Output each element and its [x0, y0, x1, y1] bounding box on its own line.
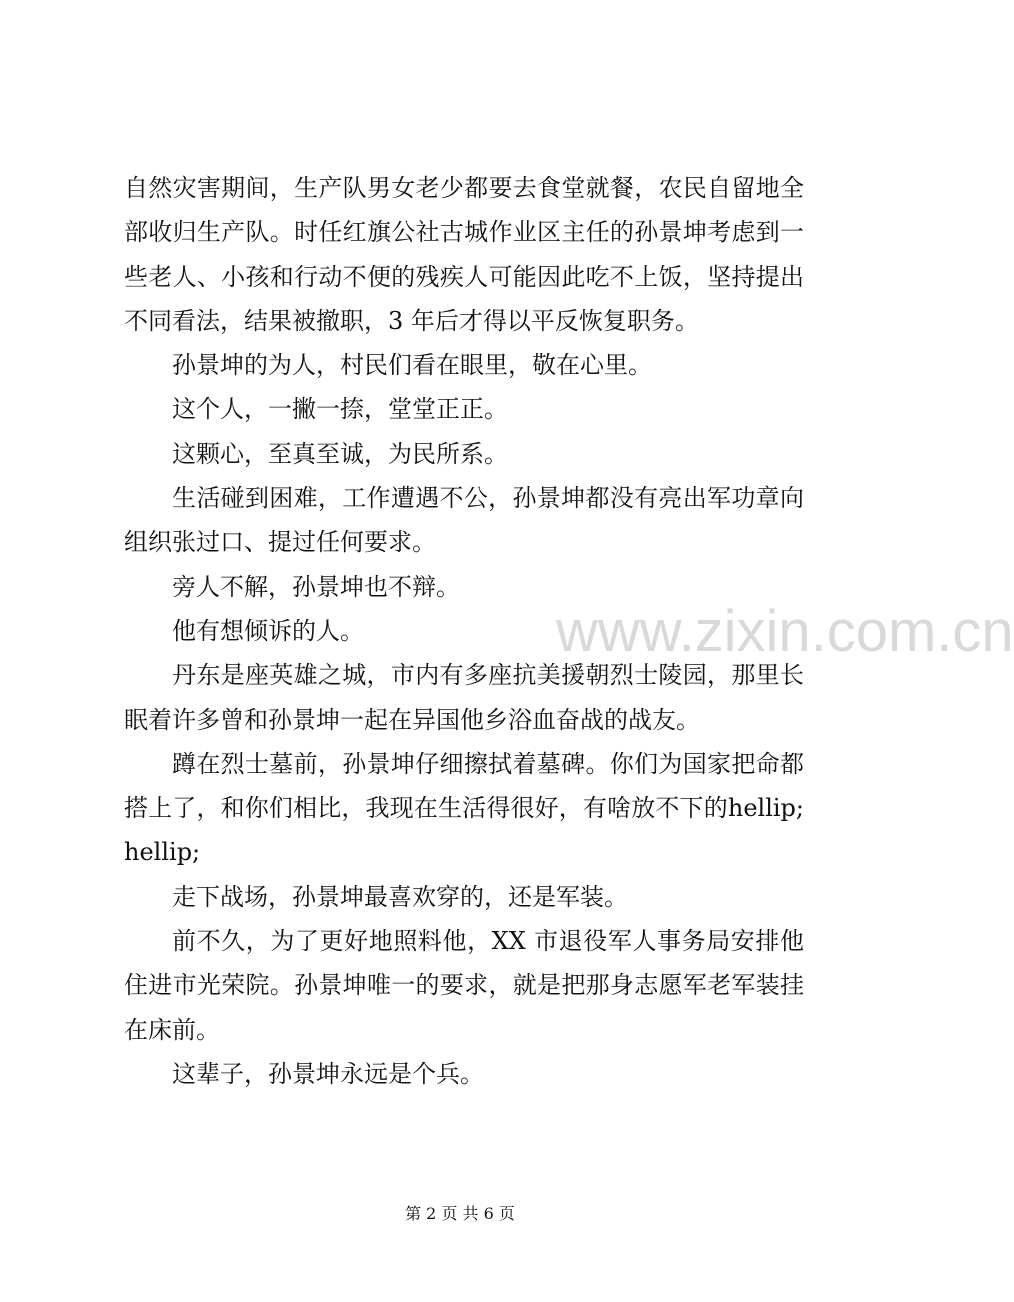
document-body [124, 166, 804, 1096]
paragraph: 生活碰到困难，工作遭遇不公，孙景坤都没有亮出军功章向组织张过口、提过任何要求。 [124, 484, 804, 557]
paragraph: 旁人不解，孙景坤也不辩。 [172, 572, 460, 601]
paragraph: 丹东是座英雄之城，市内有多座抗美援朝烈士陵园，那里长眠着许多曾和孙景坤一起在异国他乡浴血奋战的战友。 [124, 661, 804, 734]
paragraph: 孙景坤的为人，村民们看在眼里，敬在心里。 [172, 351, 652, 380]
paragraph: 这个人，一撇一捺，堂堂正正。 [172, 395, 508, 424]
paragraph: 他有想倾诉的人。 [172, 616, 364, 645]
paragraph: 走下战场，孙景坤最喜欢穿的，还是军装。 [172, 882, 628, 911]
page-footer: 第 2 页 共 6 页 [405, 1204, 515, 1223]
watermark-text: www.zixin.com.cn [556, 599, 1014, 664]
paragraph: 这辈子，孙景坤永远是个兵。 [172, 1059, 484, 1088]
paragraph: 自然灾害期间，生产队男女老少都要去食堂就餐，农民自留地全部收归生产队。时任红旗公社古城作业区主任的孙景坤考虑到一些老人、小孩和行动不便的残疾人可能因此吃不上饭，坚持提出不同看法，结果被撤职，3 年后才得以平反恢复职务。 [124, 174, 804, 335]
paragraph: 前不久，为了更好地照料他，XX 市退役军人事务局安排他住进市光荣院。孙景坤唯一的要求，就是把那身志愿军老军装挂在床前。 [124, 927, 804, 1044]
paragraph: 蹲在烈士墓前，孙景坤仔细擦拭着墓碑。你们为国家把命都搭上了，和你们相比，我现在生活得很好，有啥放不下的hellip;hellip; [124, 749, 804, 867]
paragraph: 这颗心，至真至诚，为民所系。 [172, 439, 508, 468]
